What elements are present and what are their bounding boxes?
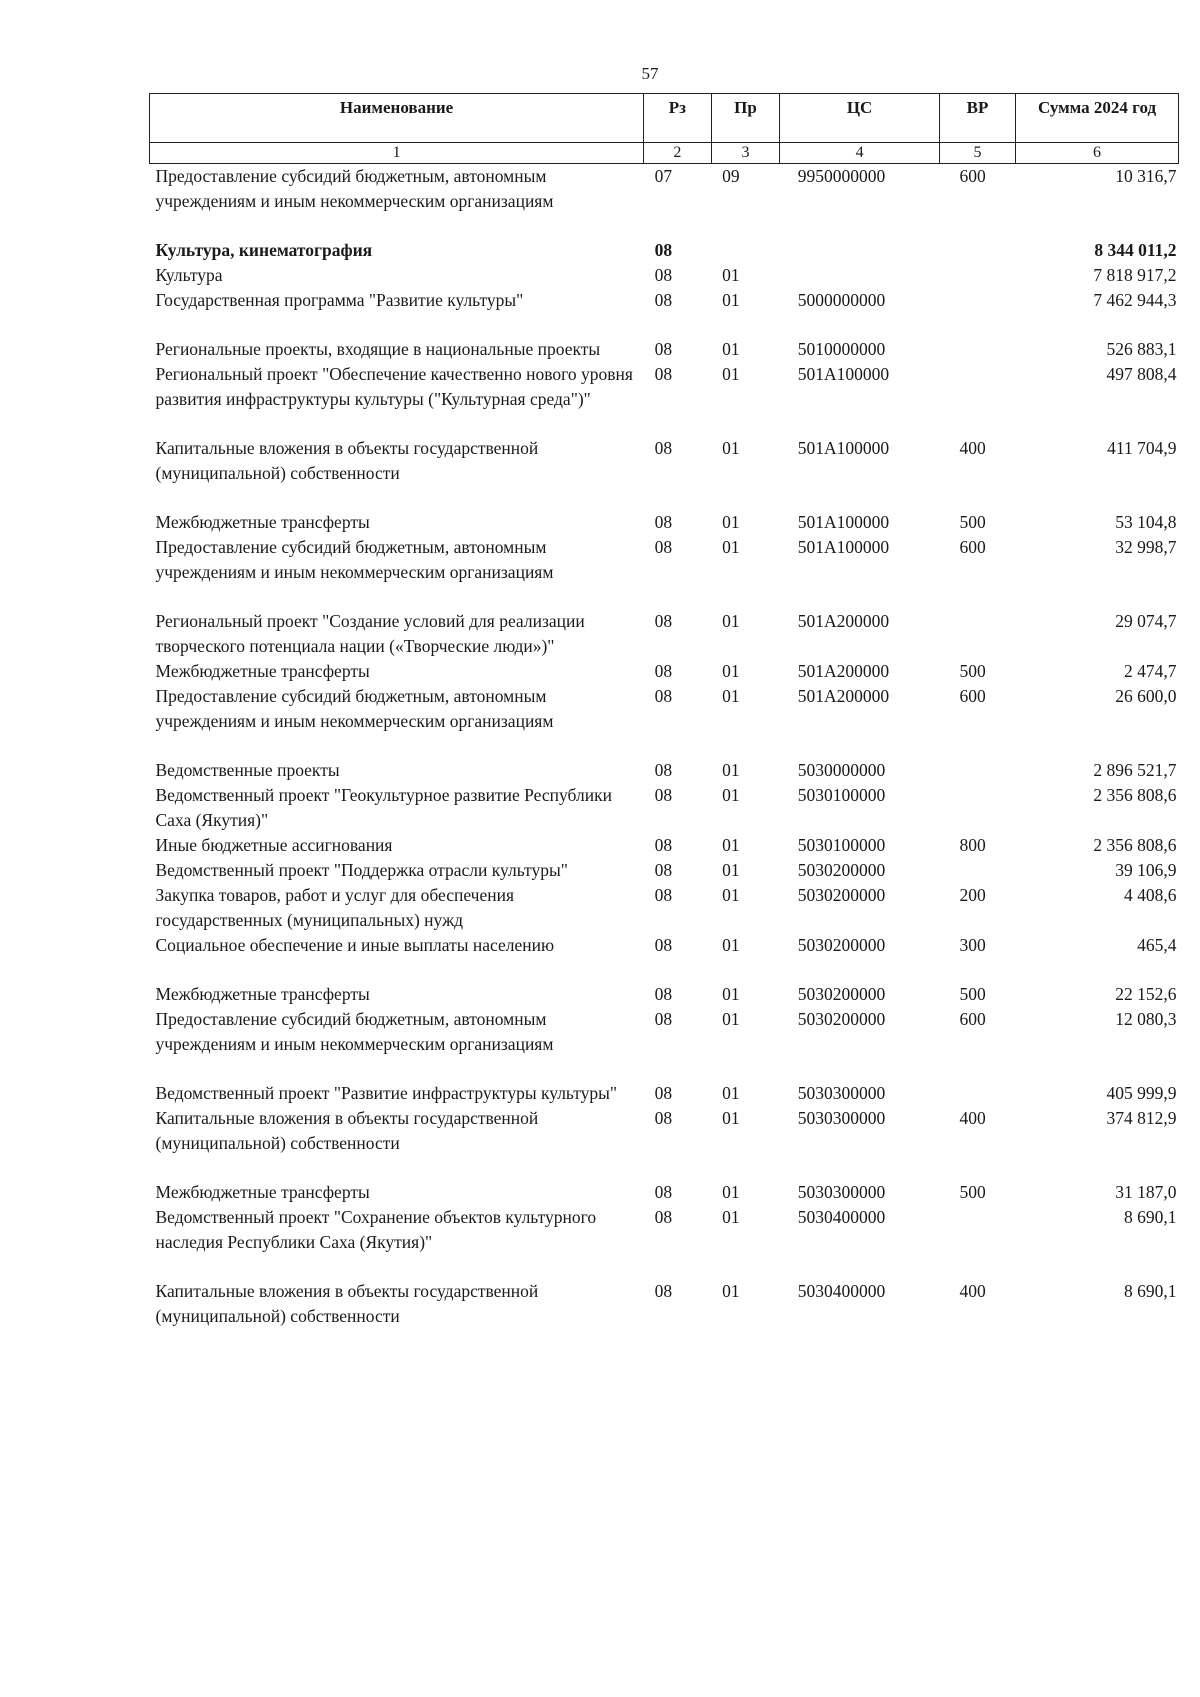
row-name: Государственная программа "Развитие культуры" (155, 290, 524, 310)
row-pr: 09 (722, 166, 740, 186)
row-vr: 500 (959, 512, 986, 532)
row-cs: 5030400000 (797, 1207, 886, 1227)
header-sum: Сумма 2024 год (1016, 94, 1179, 143)
row-vr (939, 1205, 1015, 1279)
row-cs: 501A200000 (797, 661, 890, 681)
header-row (150, 94, 1179, 143)
row-sum: 29 074,7 (1115, 611, 1177, 631)
header-name: Наименование (150, 94, 644, 143)
header-pr: Пр (711, 94, 780, 143)
row-vr (939, 758, 1015, 783)
table-row (150, 238, 1179, 263)
row-vr: 400 (959, 1108, 986, 1128)
table-row (150, 833, 1179, 858)
row-cs (780, 263, 940, 288)
row-vr: 800 (959, 835, 986, 855)
row-pr: 01 (722, 364, 740, 384)
row-rz: 08 (654, 935, 673, 955)
table-row (150, 535, 1179, 609)
table-row (150, 659, 1179, 684)
row-rz: 08 (654, 339, 673, 359)
row-pr: 01 (722, 339, 740, 359)
table-row (150, 337, 1179, 362)
row-sum: 497 808,4 (1106, 364, 1177, 384)
table-row (150, 1081, 1179, 1106)
row-pr: 01 (722, 760, 740, 780)
row-rz: 08 (654, 438, 673, 458)
header-rz: Рз (644, 94, 712, 143)
column-number: 4 (780, 143, 940, 164)
row-sum: 411 704,9 (1107, 438, 1177, 458)
row-cs (780, 238, 940, 263)
table-row (150, 1106, 1179, 1180)
table-row (150, 1279, 1179, 1329)
row-rz: 08 (654, 537, 673, 557)
table-row (150, 1180, 1179, 1205)
row-sum: 374 812,9 (1106, 1108, 1177, 1128)
row-sum: 526 883,1 (1106, 339, 1177, 359)
row-rz: 08 (654, 760, 673, 780)
row-vr (939, 609, 1015, 659)
table-row (150, 883, 1179, 933)
table-row (150, 263, 1179, 288)
row-vr: 600 (959, 166, 986, 186)
column-number: 1 (150, 143, 644, 164)
row-sum: 8 690,1 (1124, 1281, 1177, 1301)
row-pr: 01 (722, 686, 740, 706)
row-name: Предоставление субсидий бюджетным, автономным учреждениям и иным некоммерческим организациям (155, 166, 554, 211)
row-vr (939, 238, 1015, 263)
row-vr (939, 362, 1015, 436)
row-cs: 5030400000 (797, 1281, 886, 1301)
table-row (150, 288, 1179, 337)
table-row (150, 758, 1179, 783)
row-name: Предоставление субсидий бюджетным, автономным учреждениям и иным некоммерческим организациям (155, 537, 554, 582)
row-name: Ведомственный проект "Сохранение объектов культурного наследия Республики Саха (Якутия)" (155, 1207, 597, 1252)
table-row (150, 362, 1179, 436)
column-number: 6 (1016, 143, 1179, 164)
row-cs: 5030000000 (797, 760, 886, 780)
row-rz: 08 (654, 1207, 673, 1227)
table-row (150, 783, 1179, 833)
row-sum: 26 600,0 (1115, 686, 1177, 706)
row-sum: 2 356 808,6 (1093, 835, 1177, 855)
row-cs: 5030100000 (797, 835, 886, 855)
row-name: Ведомственный проект "Поддержка отрасли культуры" (155, 860, 568, 880)
row-rz: 08 (654, 290, 673, 310)
row-pr: 01 (722, 1009, 740, 1029)
row-pr: 01 (722, 785, 740, 805)
row-cs: 5030200000 (797, 1009, 886, 1029)
row-cs: 501A100000 (797, 512, 890, 532)
row-name: Межбюджетные трансферты (155, 512, 370, 532)
row-cs: 501A100000 (797, 537, 890, 557)
row-name: Ведомственный проект "Геокультурное развитие Республики Саха (Якутия)" (155, 785, 612, 830)
budget-table (149, 93, 1179, 1329)
row-name: Закупка товаров, работ и услуг для обеспечения государственных (муниципальных) нужд (155, 885, 515, 930)
table-row (150, 609, 1179, 659)
row-rz: 08 (654, 885, 673, 905)
table-row (150, 933, 1179, 982)
header-cs: ЦС (780, 94, 940, 143)
row-name: Капитальные вложения в объекты государственной (муниципальной) собственности (155, 1108, 539, 1153)
row-rz: 08 (654, 1083, 673, 1103)
row-pr: 01 (722, 935, 740, 955)
row-name: Ведомственные проекты (155, 760, 340, 780)
row-sum: 4 408,6 (1124, 885, 1177, 905)
row-name: Межбюджетные трансферты (155, 1182, 370, 1202)
row-name: Межбюджетные трансферты (155, 661, 370, 681)
row-vr: 500 (959, 661, 986, 681)
row-cs: 501A200000 (797, 686, 890, 706)
row-rz: 08 (654, 1009, 673, 1029)
column-number-row (150, 143, 1179, 164)
row-name: Региональный проект "Обеспечение качественно нового уровня развития инфраструктуры культуры ("Культурная среда")" (155, 364, 633, 409)
row-pr: 01 (722, 1182, 740, 1202)
row-sum: 2 356 808,6 (1093, 785, 1177, 805)
row-pr: 01 (722, 537, 740, 557)
row-cs: 9950000000 (797, 166, 886, 186)
table-body (150, 164, 1179, 1330)
row-rz: 08 (654, 611, 673, 631)
row-rz: 08 (654, 860, 673, 880)
row-rz: 07 (654, 166, 673, 186)
row-vr: 400 (959, 438, 986, 458)
row-cs: 5030200000 (797, 935, 886, 955)
table-row (150, 858, 1179, 883)
row-cs: 5030300000 (797, 1182, 886, 1202)
row-rz: 08 (654, 240, 673, 260)
row-rz: 08 (654, 785, 673, 805)
row-name: Предоставление субсидий бюджетным, автономным учреждениям и иным некоммерческим организациям (155, 1009, 554, 1054)
row-rz: 08 (654, 364, 673, 384)
row-pr: 01 (722, 512, 740, 532)
row-pr: 01 (722, 661, 740, 681)
row-pr: 01 (722, 611, 740, 631)
row-sum: 53 104,8 (1115, 512, 1177, 532)
table-row (150, 436, 1179, 510)
row-cs: 5030300000 (797, 1108, 886, 1128)
row-rz: 08 (654, 984, 673, 1004)
row-cs: 5030300000 (797, 1083, 886, 1103)
row-rz: 08 (654, 1182, 673, 1202)
row-rz: 08 (654, 661, 673, 681)
row-name: Предоставление субсидий бюджетным, автономным учреждениям и иным некоммерческим организациям (155, 686, 554, 731)
row-pr: 01 (722, 1083, 740, 1103)
row-cs: 5000000000 (797, 290, 886, 310)
table-header (150, 94, 1179, 164)
row-sum: 7 818 917,2 (1093, 265, 1177, 285)
row-name: Культура, кинематография (155, 240, 373, 260)
row-pr: 01 (722, 265, 740, 285)
row-sum: 7 462 944,3 (1093, 290, 1177, 310)
row-vr: 300 (959, 935, 986, 955)
row-name: Региональные проекты, входящие в национальные проекты (155, 339, 601, 359)
row-vr (939, 858, 1015, 883)
row-pr: 01 (722, 835, 740, 855)
row-rz: 08 (654, 265, 673, 285)
row-sum: 8 690,1 (1124, 1207, 1177, 1227)
row-cs: 501A200000 (797, 611, 890, 631)
row-name: Иные бюджетные ассигнования (155, 835, 393, 855)
row-vr (939, 783, 1015, 833)
table-row (150, 1007, 1179, 1081)
row-pr: 01 (722, 1281, 740, 1301)
row-pr: 01 (722, 984, 740, 1004)
row-cs: 5030200000 (797, 984, 886, 1004)
row-cs: 501A100000 (797, 364, 890, 384)
row-sum: 12 080,3 (1115, 1009, 1177, 1029)
row-cs: 501A100000 (797, 438, 890, 458)
row-cs: 5030200000 (797, 860, 886, 880)
row-cs: 5030200000 (797, 885, 886, 905)
row-sum: 8 344 011,2 (1094, 240, 1177, 260)
row-vr (939, 337, 1015, 362)
table-row (150, 684, 1179, 758)
row-rz: 08 (654, 1108, 673, 1128)
row-sum: 32 998,7 (1115, 537, 1177, 557)
row-vr (939, 1081, 1015, 1106)
row-pr: 01 (722, 1108, 740, 1128)
page-number: 57 (641, 64, 659, 83)
row-name: Региональный проект "Создание условий для реализации творческого потенциала нации («Творческие люди»)" (155, 611, 585, 656)
header-vr: ВР (939, 94, 1015, 143)
row-vr (939, 288, 1015, 337)
row-name: Ведомственный проект "Развитие инфраструктуры культуры" (155, 1083, 618, 1103)
row-sum: 2 474,7 (1124, 661, 1177, 681)
column-number: 5 (939, 143, 1015, 164)
table-row (150, 164, 1179, 239)
table-row (150, 982, 1179, 1007)
row-name: Межбюджетные трансферты (155, 984, 370, 1004)
row-rz: 08 (654, 686, 673, 706)
row-vr: 600 (959, 686, 986, 706)
row-sum: 39 106,9 (1115, 860, 1177, 880)
row-vr: 600 (959, 1009, 986, 1029)
table-row (150, 510, 1179, 535)
row-name: Культура (155, 265, 223, 285)
row-sum: 22 152,6 (1115, 984, 1177, 1004)
row-name: Капитальные вложения в объекты государственной (муниципальной) собственности (155, 1281, 539, 1326)
row-sum: 2 896 521,7 (1093, 760, 1177, 780)
row-sum: 405 999,9 (1106, 1083, 1177, 1103)
row-vr: 200 (959, 885, 986, 905)
row-pr: 01 (722, 1207, 740, 1227)
column-number: 3 (711, 143, 780, 164)
row-pr: 01 (722, 860, 740, 880)
row-vr: 400 (959, 1281, 986, 1301)
row-name: Социальное обеспечение и иные выплаты населению (155, 935, 555, 955)
row-sum: 465,4 (1137, 935, 1177, 955)
row-cs: 5010000000 (797, 339, 886, 359)
row-rz: 08 (654, 835, 673, 855)
column-number: 2 (644, 143, 712, 164)
row-pr (711, 238, 780, 263)
row-cs: 5030100000 (797, 785, 886, 805)
row-vr: 500 (959, 1182, 986, 1202)
row-vr: 600 (959, 537, 986, 557)
row-vr: 500 (959, 984, 986, 1004)
row-vr (939, 263, 1015, 288)
table-row (150, 1205, 1179, 1279)
row-sum: 31 187,0 (1115, 1182, 1177, 1202)
row-sum: 10 316,7 (1115, 166, 1177, 186)
row-name: Капитальные вложения в объекты государственной (муниципальной) собственности (155, 438, 539, 483)
row-pr: 01 (722, 438, 740, 458)
row-pr: 01 (722, 885, 740, 905)
row-rz: 08 (654, 512, 673, 532)
row-rz: 08 (654, 1281, 673, 1301)
row-pr: 01 (722, 290, 740, 310)
